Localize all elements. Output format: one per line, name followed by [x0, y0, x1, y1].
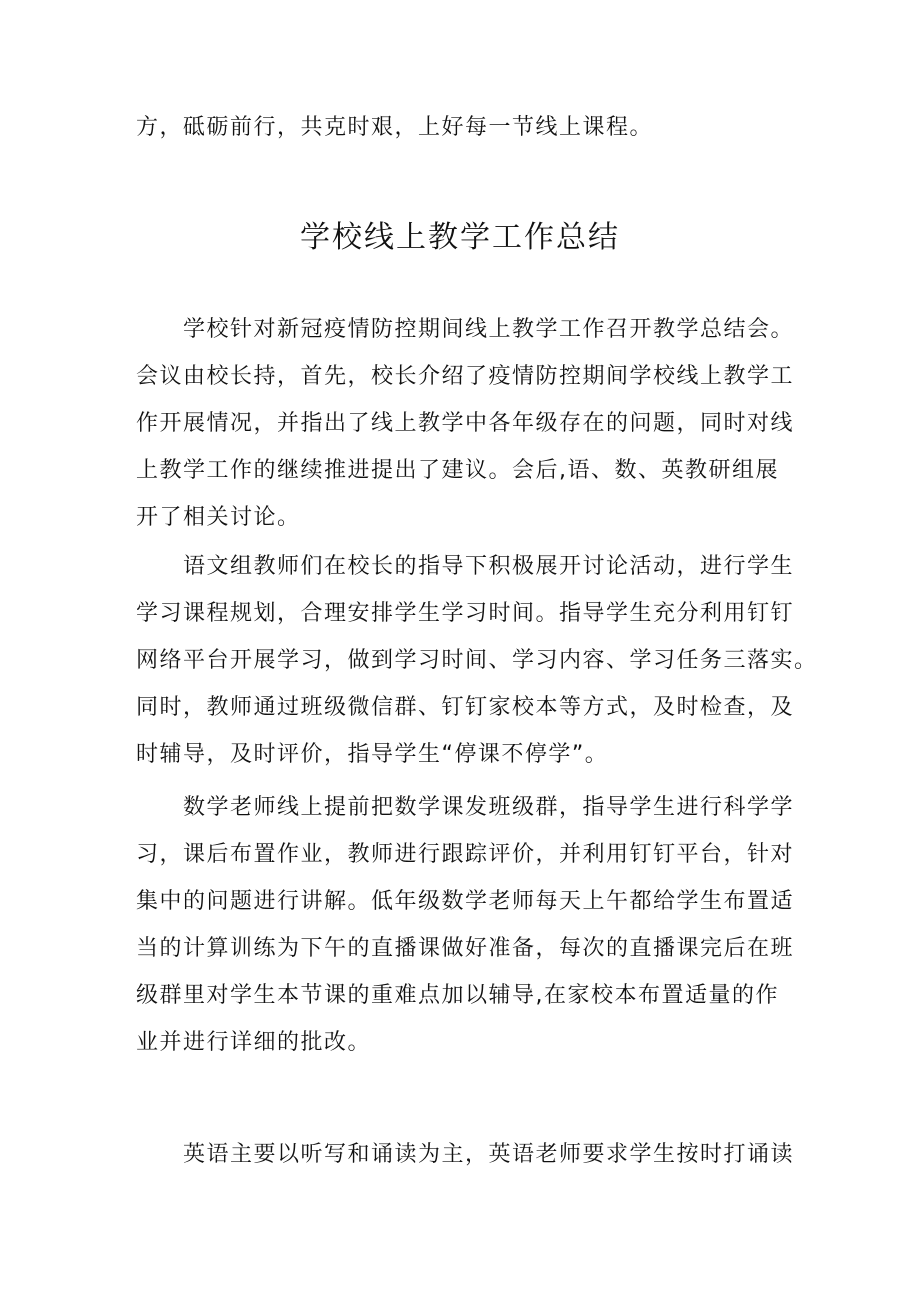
paragraph-line: 英语主要以听写和诵读为主，英语老师要求学生按时打诵读 [183, 1142, 795, 1167]
paragraph-line: 数学老师线上提前把数学课发班级群，指导学生进行科学学 [183, 795, 795, 820]
paragraph-line: 时辅导，及时评价，指导学生“停课不停学”。 [136, 742, 609, 767]
paragraph-line: 集中的问题进行讲解。低年级数学老师每天上午都给学生布置适 [136, 889, 795, 914]
paragraph-line: 上教学工作的继续推进提出了建议。会后,语、数、英教研组展 [136, 458, 779, 483]
paragraph-line: 学习课程规划，合理安排学生学习时间。指导学生充分利用钉钉 [136, 601, 795, 626]
paragraph-line: 语文组教师们在校长的指导下积极展开讨论活动，进行学生 [183, 554, 795, 579]
document-title: 学校线上教学工作总结 [300, 220, 620, 255]
paragraph-line: 同时，教师通过班级微信群、钉钉家校本等方式，及时检查，及 [136, 695, 795, 720]
paragraph-line: 业并进行详细的批改。 [136, 1030, 372, 1055]
paragraph-line: 会议由校长持，首先，校长介绍了疫情防控期间学校线上教学工 [136, 364, 795, 389]
paragraph-line: 级群里对学生本节课的重难点加以辅导,在家校本布置适量的作 [136, 983, 779, 1008]
paragraph-line: 习，课后布置作业，教师进行跟踪评价，并利用钉钉平台，针对 [136, 842, 795, 867]
paragraph-line: 学校针对新冠疫情防控期间线上教学工作召开教学总结会。 [183, 317, 795, 342]
paragraph-line: 当的计算训练为下午的直播课做好准备，每次的直播课完后在班 [136, 936, 795, 961]
intro-tail-text: 方，砥砺前行，共克时艰，上好每一节线上课程。 [136, 115, 654, 140]
paragraph-line: 网络平台开展学习，做到学习时间、学习内容、学习任务三落实。 [136, 648, 818, 673]
paragraph-line: 作开展情况，并指出了线上教学中各年级存在的问题，同时对线 [136, 411, 795, 436]
paragraph-line: 开了相关讨论。 [136, 505, 301, 530]
